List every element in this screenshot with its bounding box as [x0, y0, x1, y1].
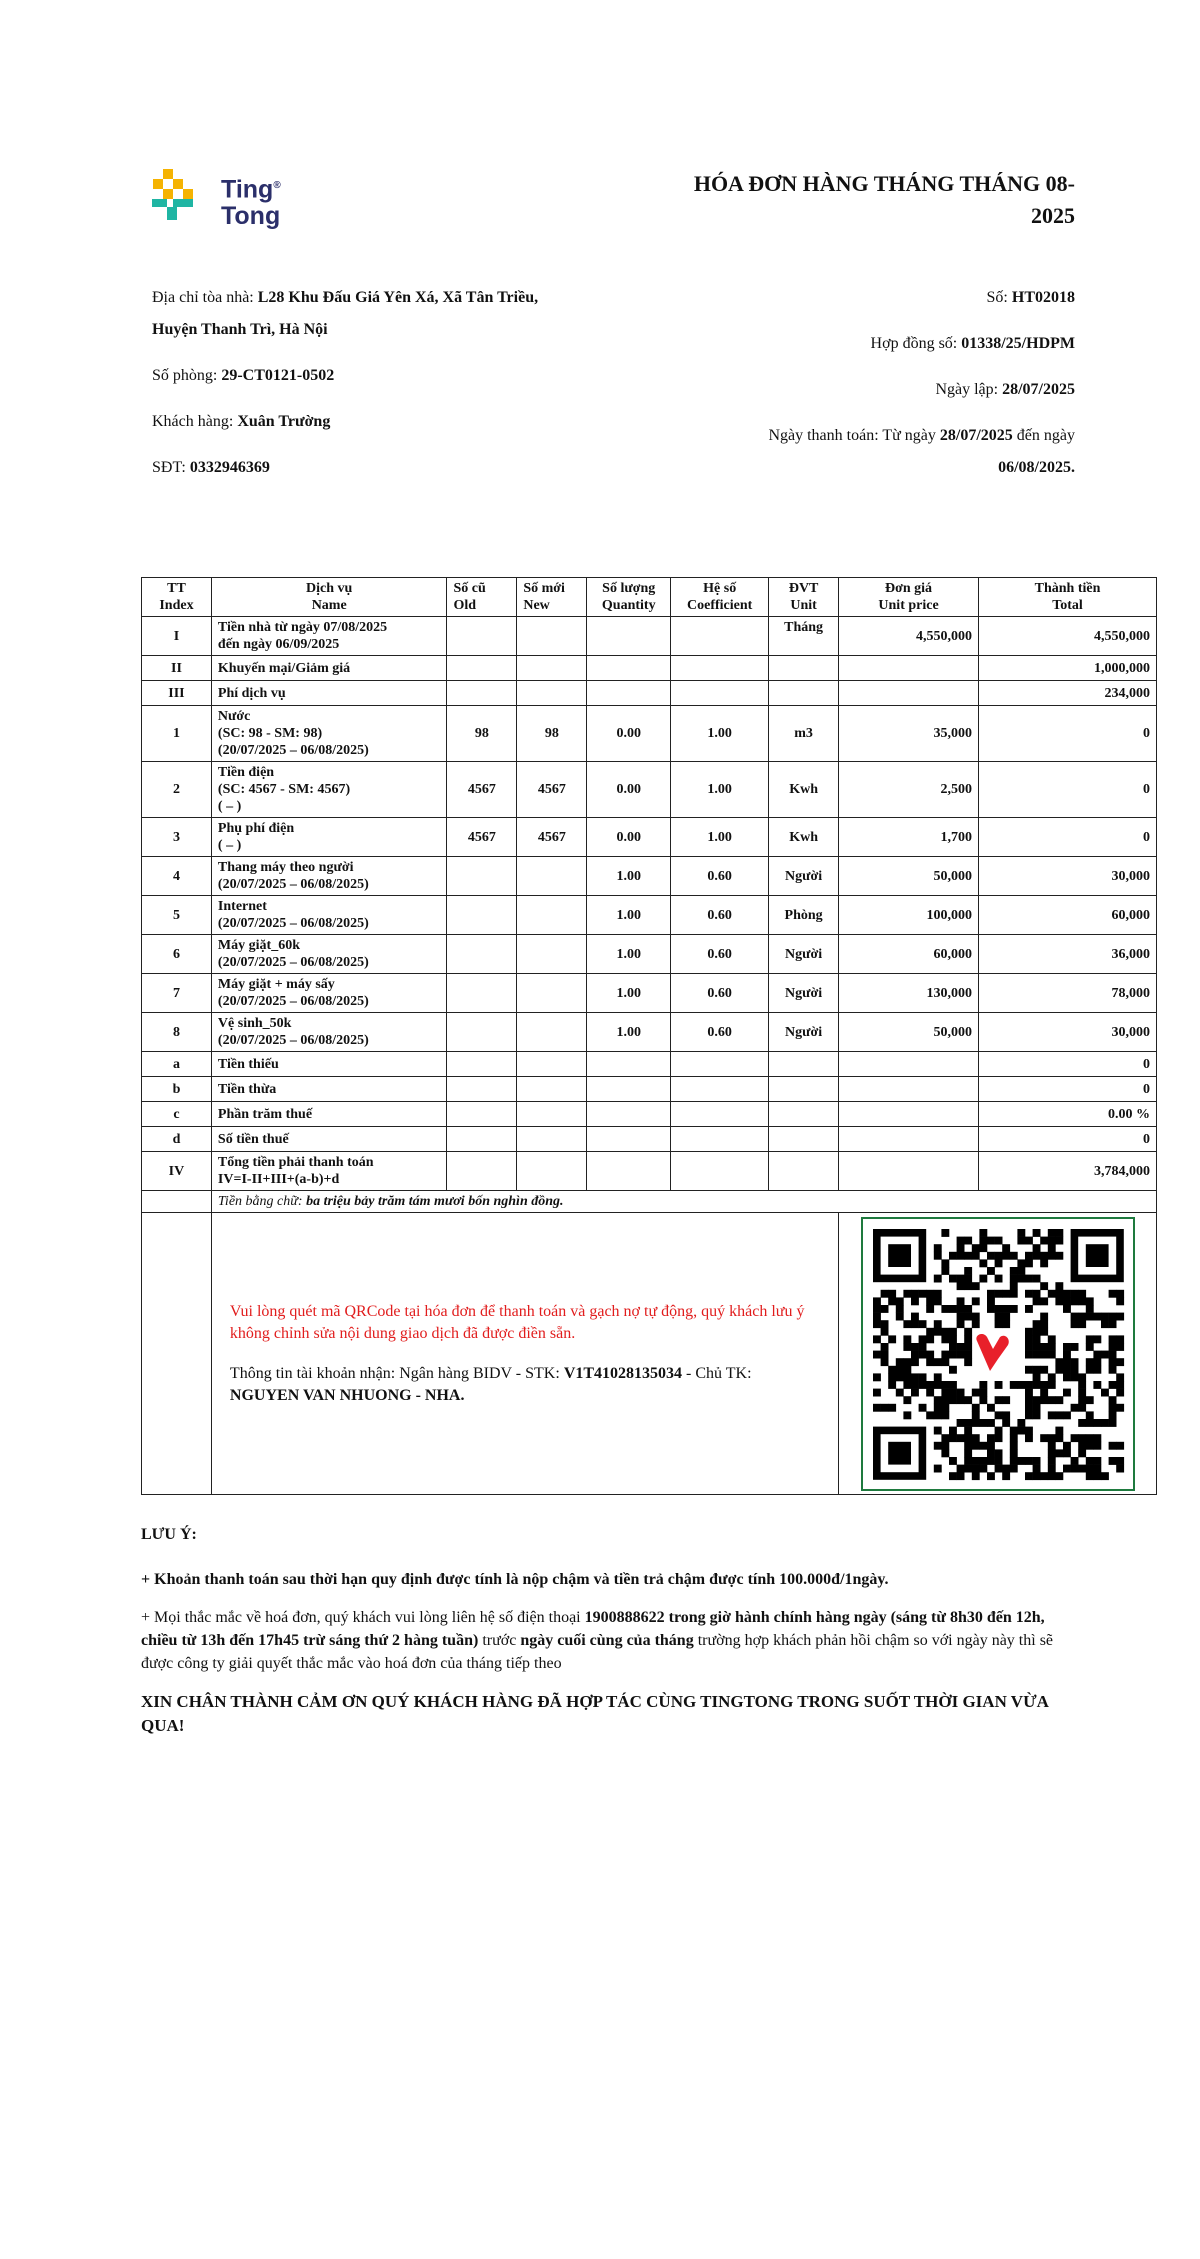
- row-unit-price: 1,700: [839, 818, 979, 857]
- row-name: [211, 1077, 447, 1102]
- row-quantity: [587, 656, 671, 681]
- row-unit: [769, 681, 839, 706]
- row-name: [211, 857, 447, 896]
- row-coefficient: 0.60: [671, 935, 769, 974]
- row-old: [447, 935, 517, 974]
- row-name-line: Internet: [217, 899, 267, 914]
- row-quantity: 0.00: [587, 818, 671, 857]
- invoice-number: Số: HT02018: [986, 289, 1075, 306]
- row-quantity: 1.00: [587, 896, 671, 935]
- row-unit-price: [839, 1152, 979, 1191]
- row-total: 60,000: [979, 896, 1157, 935]
- row-name-line: Vệ sinh_50k: [217, 1016, 292, 1031]
- row-coefficient: [671, 617, 769, 656]
- row-name-line: (20/07/2025 – 06/08/2025): [217, 743, 369, 758]
- row-unit-price: 2,500: [839, 762, 979, 818]
- row-quantity: [587, 1152, 671, 1191]
- row-coefficient: [671, 1152, 769, 1191]
- table-row: [142, 1052, 1157, 1077]
- row-total: 234,000: [979, 681, 1157, 706]
- row-index: II: [142, 656, 212, 681]
- qr-code-frame: [861, 1217, 1135, 1491]
- row-unit: [769, 1152, 839, 1191]
- row-index: IV: [142, 1152, 212, 1191]
- row-index: c: [142, 1102, 212, 1127]
- notes-section: [141, 1523, 1081, 1753]
- notes-heading: LƯU Ý:: [141, 1526, 197, 1543]
- row-quantity: [587, 617, 671, 656]
- row-unit: Người: [769, 1013, 839, 1052]
- col-coefficient: Hệ số Coefficient: [671, 578, 769, 617]
- row-old: [447, 1013, 517, 1052]
- row-index: 4: [142, 857, 212, 896]
- row-name-line: Tiền thừa: [217, 1081, 277, 1097]
- row-old: [447, 1052, 517, 1077]
- row-name-line: Nước: [217, 709, 251, 724]
- row-name-line: ( – ): [217, 838, 242, 853]
- row-name: [211, 762, 447, 818]
- row-coefficient: 1.00: [671, 762, 769, 818]
- row-total: 0: [979, 818, 1157, 857]
- brand-name: Ting® Tong: [221, 175, 281, 231]
- row-name-line: Tổng tiền phải thanh toán: [217, 1155, 374, 1170]
- row-new: 4567: [517, 818, 587, 857]
- amount-in-words-row: [142, 1191, 1157, 1213]
- row-unit-price: [839, 1077, 979, 1102]
- row-index: 5: [142, 896, 212, 935]
- row-old: 4567: [447, 762, 517, 818]
- row-quantity: [587, 1052, 671, 1077]
- table-row: [142, 656, 1157, 681]
- row-quantity: [587, 681, 671, 706]
- row-unit-price: [839, 1127, 979, 1152]
- row-new: [517, 935, 587, 974]
- row-name: [211, 706, 447, 762]
- row-new: [517, 1052, 587, 1077]
- table-row: [142, 1152, 1157, 1191]
- row-unit-price: 130,000: [839, 974, 979, 1013]
- row-new: [517, 974, 587, 1013]
- row-total: 30,000: [979, 1013, 1157, 1052]
- row-coefficient: 0.60: [671, 974, 769, 1013]
- row-name-line: Khuyến mại/Giảm giá: [217, 660, 351, 676]
- row-unit-price: [839, 1102, 979, 1127]
- invoice-table: [141, 577, 1157, 1495]
- row-total: 30,000: [979, 857, 1157, 896]
- row-total: 0: [979, 1077, 1157, 1102]
- row-name-line: (20/07/2025 – 06/08/2025): [217, 916, 369, 931]
- row-total: 0.00 %: [979, 1102, 1157, 1127]
- row-unit: m3: [769, 706, 839, 762]
- row-new: [517, 681, 587, 706]
- table-row: [142, 617, 1157, 656]
- row-coefficient: [671, 1052, 769, 1077]
- row-index: 1: [142, 706, 212, 762]
- col-old: Số cũ Old: [447, 578, 517, 617]
- row-coefficient: [671, 1127, 769, 1152]
- row-quantity: 1.00: [587, 857, 671, 896]
- heart-icon: [976, 1334, 1008, 1371]
- table-row: [142, 681, 1157, 706]
- row-name: [211, 935, 447, 974]
- row-name-line: Máy giặt_60k: [217, 938, 300, 953]
- row-quantity: 0.00: [587, 762, 671, 818]
- row-index: 8: [142, 1013, 212, 1052]
- table-row: [142, 935, 1157, 974]
- row-new: 4567: [517, 762, 587, 818]
- row-new: [517, 1102, 587, 1127]
- late-fee-note: + Khoản thanh toán sau thời hạn quy định được tính là nộp chậm và tiền trả chậm được tính 100.000đ/1ngày.: [141, 1571, 889, 1588]
- row-new: [517, 896, 587, 935]
- col-name: Dịch vụ Name: [211, 578, 447, 617]
- row-new: 98: [517, 706, 587, 762]
- row-coefficient: 1.00: [671, 706, 769, 762]
- row-name-line: (20/07/2025 – 06/08/2025): [217, 955, 369, 970]
- row-quantity: [587, 1102, 671, 1127]
- row-coefficient: [671, 1102, 769, 1127]
- row-quantity: 1.00: [587, 1013, 671, 1052]
- row-unit: Kwh: [769, 762, 839, 818]
- col-unit: ĐVT Unit: [769, 578, 839, 617]
- table-row: [142, 974, 1157, 1013]
- row-coefficient: 0.60: [671, 1013, 769, 1052]
- row-unit: [769, 1077, 839, 1102]
- row-name-line: IV=I-II+III+(a-b)+d: [217, 1172, 340, 1187]
- row-index: a: [142, 1052, 212, 1077]
- row-new: [517, 617, 587, 656]
- row-name: [211, 681, 447, 706]
- row-new: [517, 1152, 587, 1191]
- row-old: 98: [447, 706, 517, 762]
- col-unit-price: Đơn giá Unit price: [839, 578, 979, 617]
- qr-instruction: Vui lòng quét mã QRCode tại hóa đơn để thanh toán và gạch nợ tự động, quý khách lưu ý không chỉnh sửa nội dung giao dịch đã được điền sẵn.: [229, 1302, 805, 1342]
- row-index: 7: [142, 974, 212, 1013]
- row-quantity: 1.00: [587, 935, 671, 974]
- row-name-line: (20/07/2025 – 06/08/2025): [217, 994, 369, 1009]
- row-total: 1,000,000: [979, 656, 1157, 681]
- row-name-line: Phụ phí điện: [217, 821, 295, 836]
- row-coefficient: [671, 1077, 769, 1102]
- contract-number: Hợp đồng số: 01338/25/HDPM: [870, 335, 1075, 352]
- row-old: [447, 1102, 517, 1127]
- row-name: [211, 1152, 447, 1191]
- row-old: [447, 974, 517, 1013]
- row-unit-price: 50,000: [839, 1013, 979, 1052]
- row-name-line: (20/07/2025 – 06/08/2025): [217, 1033, 369, 1048]
- row-unit-price: [839, 681, 979, 706]
- row-total: 4,550,000: [979, 617, 1157, 656]
- payment-row: [142, 1213, 1157, 1495]
- row-unit: Người: [769, 857, 839, 896]
- customer: Khách hàng: Xuân Trường: [152, 413, 331, 430]
- row-unit: Kwh: [769, 818, 839, 857]
- row-old: [447, 1077, 517, 1102]
- row-total: 3,784,000: [979, 1152, 1157, 1191]
- row-total: 0: [979, 1052, 1157, 1077]
- row-index: 3: [142, 818, 212, 857]
- row-quantity: 1.00: [587, 974, 671, 1013]
- row-unit: Tháng: [769, 617, 839, 656]
- phone: SĐT: 0332946369: [152, 459, 270, 476]
- row-name: [211, 1052, 447, 1077]
- row-name: [211, 818, 447, 857]
- col-index: TT Index: [142, 578, 212, 617]
- row-name: [211, 617, 447, 656]
- invoice-meta: [655, 282, 1075, 498]
- contact-note: + Mọi thắc mắc về hoá đơn, quý khách vui lòng liên hệ số điện thoại 1900888622 trong giờ hành chính hàng ngày (sáng từ 8h30 đến 12h, chiều từ 13h đến 17h45 trừ sáng thứ 2 hàng tuần) trước ngày cuối cùng của tháng trường hợp khách phản hồi chậm so với ngày này thì sẽ được công ty giải quyết thắc mắc vào hoá đơn của tháng tiếp theo: [141, 1609, 1054, 1672]
- row-quantity: [587, 1127, 671, 1152]
- row-coefficient: 0.60: [671, 896, 769, 935]
- row-index: d: [142, 1127, 212, 1152]
- row-name-line: Tiền nhà từ ngày 07/08/2025: [217, 620, 388, 635]
- row-name-line: Phần trăm thuế: [217, 1106, 313, 1122]
- table-row: [142, 1102, 1157, 1127]
- row-coefficient: 1.00: [671, 818, 769, 857]
- table-row: [142, 762, 1157, 818]
- invoice-title: HÓA ĐƠN HÀNG THÁNG THÁNG 08- 2025: [693, 171, 1075, 228]
- row-total: 0: [979, 706, 1157, 762]
- row-unit: Người: [769, 974, 839, 1013]
- amount-in-words: Tiền bằng chữ: ba triệu bảy trăm tám mươi bốn nghìn đồng.: [211, 1191, 1156, 1213]
- row-new: [517, 1077, 587, 1102]
- row-unit-price: 50,000: [839, 857, 979, 896]
- row-name-line: Phí dịch vụ: [217, 685, 286, 701]
- col-total: Thành tiền Total: [979, 578, 1157, 617]
- payment-period: Ngày thanh toán: Từ ngày 28/07/2025 đến ngày 06/08/2025.: [768, 427, 1075, 476]
- row-unit: [769, 656, 839, 681]
- row-name-line: (20/07/2025 – 06/08/2025): [217, 877, 369, 892]
- row-name: [211, 974, 447, 1013]
- row-name-line: Số tiền thuế: [217, 1131, 289, 1147]
- row-new: [517, 1127, 587, 1152]
- row-name: [211, 656, 447, 681]
- col-quantity: Số lượng Quantity: [587, 578, 671, 617]
- row-coefficient: 0.60: [671, 857, 769, 896]
- row-name-line: Thang máy theo người: [217, 860, 354, 875]
- row-quantity: 0.00: [587, 706, 671, 762]
- table-row: [142, 818, 1157, 857]
- room: Số phòng: 29-CT0121-0502: [152, 367, 335, 384]
- customer-info: [152, 282, 632, 498]
- row-old: [447, 1127, 517, 1152]
- table-header: [142, 578, 1157, 617]
- row-coefficient: [671, 681, 769, 706]
- bank-account-info: Thông tin tài khoản nhận: Ngân hàng BIDV - STK: V1T41028135034 - Chủ TK: NGUYEN VAN NHUONG - NHA.: [229, 1364, 752, 1404]
- row-index: b: [142, 1077, 212, 1102]
- row-name-line: Tiền thiếu: [217, 1056, 279, 1072]
- row-name: [211, 1127, 447, 1152]
- row-name-line: Máy giặt + máy sấy: [217, 977, 335, 992]
- row-coefficient: [671, 656, 769, 681]
- row-total: 78,000: [979, 974, 1157, 1013]
- row-old: 4567: [447, 818, 517, 857]
- row-new: [517, 656, 587, 681]
- row-unit: Người: [769, 935, 839, 974]
- table-row: [142, 1127, 1157, 1152]
- row-name-line: (SC: 4567 - SM: 4567): [217, 782, 351, 797]
- table-row: [142, 706, 1157, 762]
- row-unit: Phòng: [769, 896, 839, 935]
- row-total: 36,000: [979, 935, 1157, 974]
- row-index: I: [142, 617, 212, 656]
- row-unit-price: [839, 1052, 979, 1077]
- row-name-line: đến ngày 06/09/2025: [217, 637, 340, 652]
- table-row: [142, 857, 1157, 896]
- row-unit-price: 100,000: [839, 896, 979, 935]
- row-old: [447, 617, 517, 656]
- row-index: 2: [142, 762, 212, 818]
- row-quantity: [587, 1077, 671, 1102]
- row-old: [447, 896, 517, 935]
- row-old: [447, 656, 517, 681]
- col-new: Số mới New: [517, 578, 587, 617]
- row-new: [517, 1013, 587, 1052]
- row-name: [211, 1013, 447, 1052]
- row-total: 0: [979, 1127, 1157, 1152]
- row-old: [447, 857, 517, 896]
- row-unit-price: 35,000: [839, 706, 979, 762]
- row-unit-price: 60,000: [839, 935, 979, 974]
- row-index: III: [142, 681, 212, 706]
- row-old: [447, 681, 517, 706]
- row-name-line: (SC: 98 - SM: 98): [217, 726, 323, 741]
- row-name: [211, 1102, 447, 1127]
- row-unit-price: [839, 656, 979, 681]
- row-total: 0: [979, 762, 1157, 818]
- row-name-line: Tiền điện: [217, 765, 275, 780]
- row-index: 6: [142, 935, 212, 974]
- row-unit: [769, 1052, 839, 1077]
- address: Địa chỉ tòa nhà: L28 Khu Đấu Giá Yên Xá, Xã Tân Triều, Huyện Thanh Trì, Hà Nội: [152, 289, 539, 338]
- table-row: [142, 1077, 1157, 1102]
- row-old: [447, 1152, 517, 1191]
- table-row: [142, 896, 1157, 935]
- qr-code[interactable]: [863, 1219, 1133, 1489]
- row-name-line: ( – ): [217, 799, 242, 814]
- issue-date: Ngày lập: 28/07/2025: [935, 381, 1075, 398]
- row-unit-price: 4,550,000: [839, 617, 979, 656]
- thank-you-note: XIN CHÂN THÀNH CẢM ƠN QUÝ KHÁCH HÀNG ĐÃ HỢP TÁC CÙNG TINGTONG TRONG SUỐT THỜI GIAN VỪA QUA!: [141, 1692, 1048, 1735]
- row-name: [211, 896, 447, 935]
- row-unit: [769, 1102, 839, 1127]
- row-unit: [769, 1127, 839, 1152]
- row-new: [517, 857, 587, 896]
- table-row: [142, 1013, 1157, 1052]
